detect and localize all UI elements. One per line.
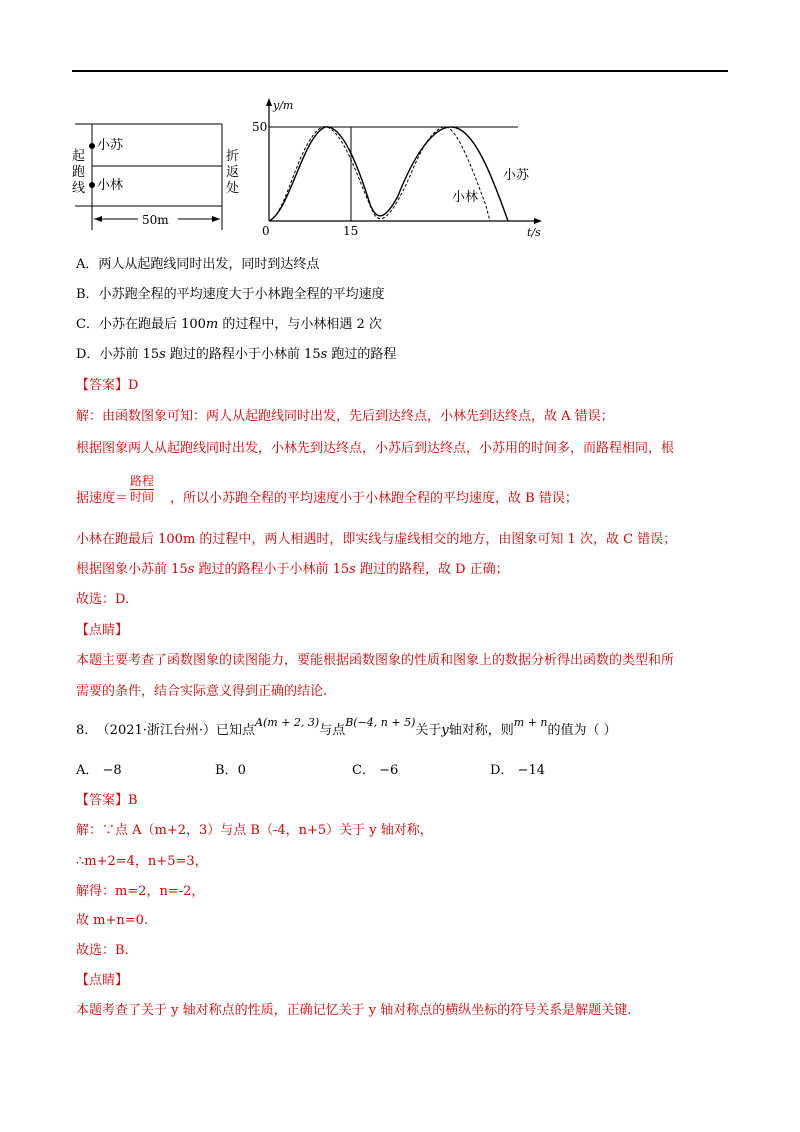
q7-comment-label: 【点睛】	[76, 623, 129, 638]
turn-label-1: 折	[226, 149, 240, 164]
x-axis-label: t/s	[527, 226, 541, 239]
option-text: 两人从起跑线同时出发，同时到达终点	[98, 257, 320, 272]
q7-solution-line4: 小林在跑最后 100m 的过程中，两人相遇时，即实线与虚线相交的地方，由图象可知 1 次，故 C 错误；	[76, 532, 677, 547]
question-source: （2021·浙江台州·）已知点	[96, 723, 256, 738]
q8-solution-line4: 故 m+n=0.	[76, 913, 149, 928]
turn-label-3: 处	[226, 181, 240, 196]
q8-option-a: A． −8	[76, 763, 122, 778]
curve-lin-label: 小林	[452, 190, 479, 205]
option-text: 小苏跑全程的平均速度大于小林跑全程的平均速度	[98, 287, 385, 302]
runner-lin-dot	[89, 182, 95, 188]
q7-solution-line3-pre: 据速度＝	[76, 491, 129, 506]
q7-comment-line2: 需要的条件，结合实际意义得到正确的结论.	[76, 684, 328, 699]
point-b: B(−4, n + 5)	[345, 716, 416, 729]
q7-option-d: D．小苏前 15s 跑过的路程小于小林前 15s 跑过的路程	[76, 347, 397, 362]
x-tick-15: 15	[343, 224, 359, 238]
q8-option-d: D． −14	[490, 763, 546, 778]
q8-solution-line2: ∴m+2=4，n+5=3，	[76, 854, 208, 869]
q8-solution-line5: 故选：B.	[76, 943, 129, 958]
q8-comment-line: 本题考查了关于 y 轴对称点的性质，正确记忆关于 y 轴对称点的横纵坐标的符号关系是解题关键.	[76, 1003, 632, 1018]
y-axis-label: y/m	[273, 99, 294, 112]
question-number: 8.	[76, 723, 89, 738]
origin-label: 0	[262, 224, 270, 238]
expression: m + n	[513, 716, 548, 729]
q8-answer-label: 【答案】B	[76, 793, 138, 808]
start-line-label-3: 线	[72, 181, 86, 196]
option-letter: A．	[76, 257, 99, 272]
q8-option-c: C． −6	[352, 763, 399, 778]
option-letter: B．	[76, 287, 99, 302]
q7-option-b	[76, 286, 385, 304]
q8-comment-label: 【点睛】	[76, 973, 129, 988]
q7-solution-line1: 解：由函数图象可知：两人从起跑线同时出发，先后到达终点，小林先到达终点，故 A 错误；	[76, 409, 614, 424]
point-a: A(m + 2, 3)	[255, 716, 320, 729]
track-diagram	[68, 118, 258, 236]
y-tick-50: 50	[252, 120, 268, 134]
option-letter: D．	[76, 347, 100, 362]
fraction-numerator: 路程	[130, 474, 155, 488]
q7-solution-line6: 故选：D.	[76, 592, 130, 607]
q7-solution-line2: 根据图象两人从起跑线同时出发，小林先到达终点，小苏后到达终点，小苏用的时间多，而路程相同，根	[76, 441, 675, 456]
q8-option-b: B．0	[215, 763, 246, 778]
header-rule	[72, 70, 728, 72]
distance-label: 50m	[142, 213, 169, 227]
q8-solution-line1: 解：∵点 A（m+2，3）与点 B（-4，n+5）关于 y 轴对称，	[76, 823, 433, 838]
speed-fraction	[130, 474, 154, 505]
start-line-label-2: 跑	[72, 165, 86, 180]
runner-su-dot	[89, 143, 95, 149]
runner-su-label: 小苏	[97, 138, 124, 153]
q8-stem: 8. （2021·浙江台州·）已知点$^{A(m + 2, 3)}$与点$^{B(-4, n + 5)}$关于y轴对称，则$^{m + n}$的值为（ ）	[76, 716, 617, 738]
option-letter: C．	[76, 317, 99, 332]
q7-answer-label: 【答案】D	[76, 378, 139, 393]
q7-comment-line1: 本题主要考查了函数图象的读图能力，要能根据函数图象的性质和图象上的数据分析得出函数的类型和所	[76, 653, 675, 668]
curve-su-solid	[269, 127, 508, 221]
fraction-denominator: 时间	[130, 490, 155, 504]
distance-time-graph	[250, 96, 550, 242]
start-line-label-1: 起	[72, 149, 86, 164]
runner-lin-label: 小林	[97, 178, 124, 193]
curve-lin-dashed	[269, 127, 490, 221]
q7-solution-line5: 根据图象小苏前 15s 跑过的路程小于小林前 15s 跑过的路程，故 D 正确；	[76, 562, 509, 577]
q7-solution-line3-post: ，所以小苏跑全程的平均速度小于小林跑全程的平均速度，故 B 错误；	[170, 491, 578, 506]
curve-su-label: 小苏	[503, 168, 530, 183]
q7-option-c: C．小苏在跑最后 100m 的过程中，与小林相遇 2 次	[76, 317, 382, 332]
turn-label-2: 返	[226, 165, 240, 180]
q8-solution-line3: 解得：m=2，n=-2，	[76, 884, 205, 899]
q7-option-a	[76, 256, 319, 274]
